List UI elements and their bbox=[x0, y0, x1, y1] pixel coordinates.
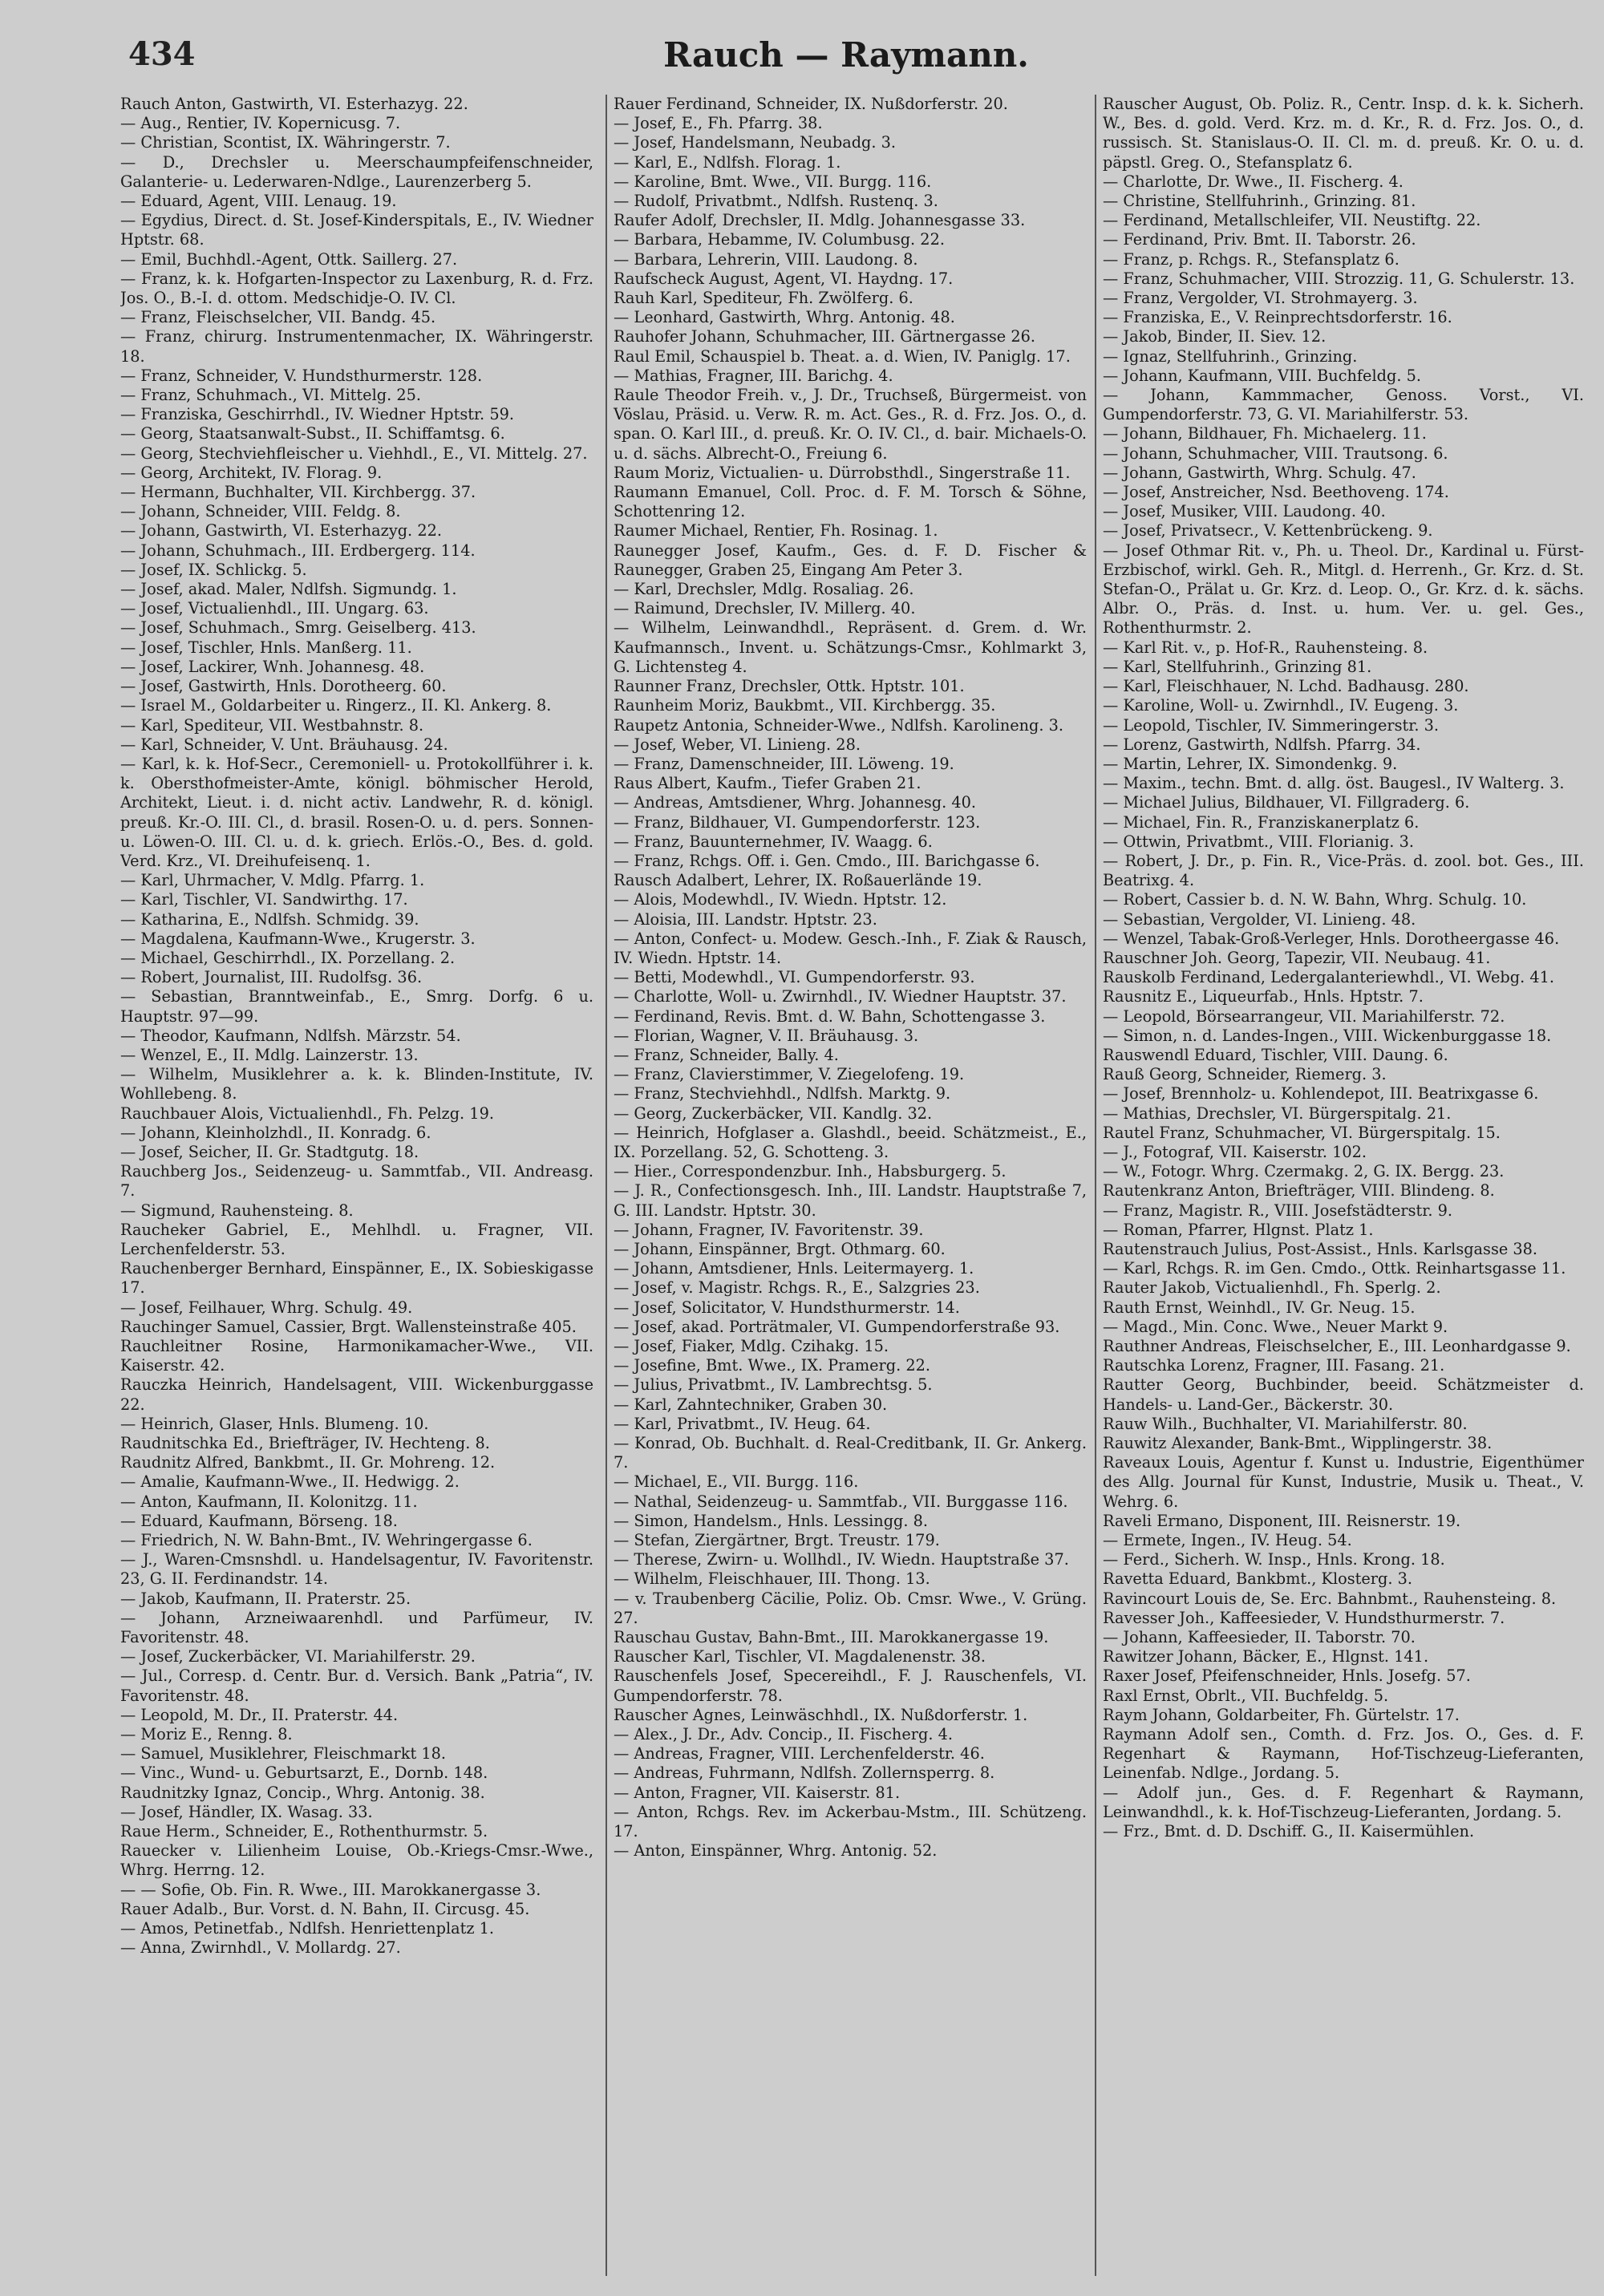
directory-entry: Rauscher Agnes, Leinwäschhdl., IX. Nußdorferstr. 1. bbox=[614, 1705, 1028, 1724]
directory-entry: Rauchinger Samuel, Cassier, Brgt. Wallensteinstraße 405. bbox=[120, 1317, 577, 1336]
directory-entry: — Magd., Min. Conc. Wwe., Neuer Markt 9. bbox=[1103, 1317, 1448, 1336]
directory-entry: — Josef, Solicitator, V. Hundsthurmerstr. 14. bbox=[614, 1298, 960, 1317]
directory-entry: Rauscher Karl, Tischler, VI. Magdalenenstr. 38. bbox=[614, 1647, 986, 1666]
directory-entry: — Emil, Buchhdl.-Agent, Ottk. Saillerg. 27. bbox=[120, 249, 458, 269]
directory-entry: Raupetz Antonia, Schneider-Wwe., Ndlfsh. Karolineng. 3. bbox=[614, 715, 1064, 735]
directory-entry: Rauth Ernst, Weinhdl., IV. Gr. Neug. 15. bbox=[1103, 1298, 1416, 1317]
directory-entry: — Ottwin, Privatbmt., VIII. Florianig. 3. bbox=[1103, 832, 1414, 851]
directory-entry: — Franz, Schuhmach., VI. Mittelg. 25. bbox=[120, 386, 422, 405]
directory-entry: — Wenzel, E., II. Mdlg. Lainzerstr. 13. bbox=[120, 1045, 419, 1064]
directory-entry: — Leopold, Börsearrangeur, VII. Mariahilferstr. 72. bbox=[1103, 1006, 1505, 1026]
directory-entry: — Josef, Fiaker, Mdlg. Czihakg. 15. bbox=[614, 1337, 889, 1355]
directory-entry: — Georg, Staatsanwalt-Subst., II. Schiffamtsg. 6. bbox=[120, 424, 505, 443]
directory-entry: — Johann, Kaffeesieder, II. Taborstr. 70. bbox=[1103, 1628, 1416, 1647]
directory-entry: — Wilhelm, Fleischhauer, III. Thong. 13. bbox=[614, 1569, 930, 1589]
directory-entry: Rauh Karl, Spediteur, Fh. Zwölferg. 6. bbox=[614, 289, 913, 308]
directory-entry: Raule Theodor Freih. v., J. Dr., Truchseß, Bürgermeist. von Vöslau, Präsid. u. Verw. R. m. Act. Ges., R. d. Frz. Jos. O., d. span. O. Karl III., d. preuß. Kr. O. IV. Cl., d. bair. Michaels-O. u. d. sächs. Albrecht-O., Freiung 6. bbox=[614, 386, 1087, 463]
directory-entry: — Karl, Spediteur, VII. Westbahnstr. 8. bbox=[120, 715, 424, 735]
directory-entry: Raunner Franz, Drechsler, Ottk. Hptstr. 101. bbox=[614, 677, 965, 696]
column-3 bbox=[1095, 95, 1584, 2276]
directory-entry: — Karl, Stellfuhrinh., Grinzing 81. bbox=[1103, 657, 1372, 676]
directory-entry: — Johann, Schuhmach., III. Erdbergerg. 114. bbox=[120, 541, 476, 560]
directory-entry: — Aug., Rentier, IV. Kopernicusg. 7. bbox=[120, 114, 401, 133]
directory-entry: — Raimund, Drechsler, IV. Millerg. 40. bbox=[614, 599, 916, 618]
directory-entry: — Georg, Architekt, IV. Florag. 9. bbox=[120, 463, 383, 482]
directory-entry: — Josef, Victualienhdl., III. Ungarg. 63. bbox=[120, 599, 429, 618]
directory-entry: Raveli Ermano, Disponent, III. Reisnerstr. 19. bbox=[1103, 1511, 1461, 1530]
directory-entry: Raum Moriz, Victualien- u. Dürrobsthdl., Singerstraße 11. bbox=[614, 463, 1071, 482]
directory-entry: — Leonhard, Gastwirth, Whrg. Antonig. 48. bbox=[614, 308, 955, 327]
directory-entry: Rauchberg Jos., Seidenzeug- u. Sammtfab., VII. Andreasg. 7. bbox=[120, 1162, 593, 1201]
page-header bbox=[120, 30, 1572, 79]
directory-entry: — Karl, Fleischhauer, N. Lchd. Badhausg. 280. bbox=[1103, 677, 1469, 696]
directory-entry: — Karl, Drechsler, Mdlg. Rosaliag. 26. bbox=[614, 580, 914, 599]
directory-entry: Raunheim Moriz, Baukbmt., VII. Kirchbergg. 35. bbox=[614, 696, 996, 715]
directory-entry: — Karl, E., Ndlfsh. Florag. 1. bbox=[614, 152, 841, 172]
directory-entry: — Franz, Damenschneider, III. Löweng. 19. bbox=[614, 754, 954, 773]
directory-entry: — Sebastian, Branntweinfab., E., Smrg. Dorfg. 6 u. Hauptstr. 97—99. bbox=[120, 987, 593, 1026]
directory-entry: Rauter Jakob, Victualienhdl., Fh. Sperlg. 2. bbox=[1103, 1278, 1441, 1298]
directory-entry: — Anton, Kaufmann, II. Kolonitzg. 11. bbox=[120, 1492, 418, 1511]
directory-entry: — Johann, Kleinholzhdl., II. Konradg. 6. bbox=[120, 1123, 431, 1142]
directory-entry: — Simon, Handelsm., Hnls. Lessingg. 8. bbox=[614, 1511, 929, 1530]
directory-entry: — Karl, Uhrmacher, V. Mdlg. Pfarrg. 1. bbox=[120, 871, 425, 890]
directory-entry: — Michael Julius, Bildhauer, VI. Fillgraderg. 6. bbox=[1103, 793, 1470, 812]
directory-entry: Rauschner Joh. Georg, Tapezir, VII. Neubaug. 41. bbox=[1103, 948, 1491, 967]
directory-entry: — Andreas, Amtsdiener, Whrg. Johannesg. 40. bbox=[614, 793, 977, 812]
directory-entry: — Franz, k. k. Hofgarten-Inspector zu Laxenburg, R. d. Frz. Jos. O., B.-I. d. ottom. Medschidje-O. IV. Cl. bbox=[120, 269, 593, 308]
directory-entry: — Charlotte, Woll- u. Zwirnhdl., IV. Wiedner Hauptstr. 37. bbox=[614, 987, 1067, 1006]
directory-entry: — W., Fotogr. Whrg. Czermakg. 2, G. IX. Bergg. 23. bbox=[1103, 1162, 1505, 1181]
directory-entry: — Eduard, Agent, VIII. Lenaug. 19. bbox=[120, 192, 397, 211]
directory-entry: Rausch Adalbert, Lehrer, IX. Roßauerlände 19. bbox=[614, 871, 982, 890]
directory-entry: — Robert, Cassier b. d. N. W. Bahn, Whrg. Schulg. 10. bbox=[1103, 890, 1527, 909]
directory-entry: — Franz, chirurg. Instrumentenmacher, IX. Währingerstr. 18. bbox=[120, 327, 593, 366]
directory-entry: — Alex., J. Dr., Adv. Concip., II. Fischerg. 4. bbox=[614, 1725, 953, 1744]
directory-entry: — Josef, Brennholz- u. Kohlendepot, III. Beatrixgasse 6. bbox=[1103, 1084, 1539, 1103]
column-2 bbox=[606, 95, 1087, 2276]
directory-entry: — Lorenz, Gastwirth, Ndlfsh. Pfarrg. 34. bbox=[1103, 735, 1421, 754]
directory-entry: — Mathias, Drechsler, VI. Bürgerspitalg. 21. bbox=[1103, 1103, 1452, 1123]
directory-entry: Raudnitz Alfred, Bankbmt., II. Gr. Mohreng. 12. bbox=[120, 1453, 496, 1472]
directory-entry: Raudnitzky Ignaz, Concip., Whrg. Antonig. 38. bbox=[120, 1783, 485, 1802]
directory-entry: Raxl Ernst, Obrlt., VII. Buchfeldg. 5. bbox=[1103, 1686, 1389, 1705]
directory-entry: — Wilhelm, Musiklehrer a. k. k. Blinden-Institute, IV. Wohllebeng. 8. bbox=[120, 1065, 593, 1103]
directory-entry: — Franz, Bauunternehmer, IV. Waagg. 6. bbox=[614, 832, 933, 851]
directory-entry: — Josefine, Bmt. Wwe., IX. Pramerg. 22. bbox=[614, 1356, 931, 1375]
directory-entry: — Christian, Scontist, IX. Währingerstr. 7. bbox=[120, 133, 451, 152]
column-1 bbox=[120, 95, 593, 2276]
directory-entry: Rautschka Lorenz, Fragner, III. Fasang. 21. bbox=[1103, 1356, 1445, 1375]
directory-entry: — Christine, Stellfuhrinh., Grinzing. 81. bbox=[1103, 192, 1416, 211]
directory-entry: — Josef Othmar Rit. v., Ph. u. Theol. Dr., Kardinal u. Fürst-Erzbischof, wirkl. Geh. R., Mitgl. d. Herrenh., Gr. Krz. d. St. Stefan-O., Prälat u. Gr. Krz. d. Leop. O., Gr. Krz. d. k. sächs. Albr. O., Präs. d. Inst. u. hum. Ver. u. gel. Ges., Rothenthurmstr. 2. bbox=[1103, 541, 1584, 638]
directory-entry: — Barbara, Lehrerin, VIII. Laudong. 8. bbox=[614, 249, 918, 269]
directory-entry: — Ferdinand, Metallschleifer, VII. Neustiftg. 22. bbox=[1103, 211, 1481, 230]
directory-entry: — Frz., Bmt. d. D. Dschiff. G., II. Kaisermühlen. bbox=[1103, 1822, 1475, 1841]
directory-entry: Rauer Adalb., Bur. Vorst. d. N. Bahn, II. Circusg. 45. bbox=[120, 1899, 530, 1918]
directory-entry: — Ermete, Ingen., IV. Heug. 54. bbox=[1103, 1531, 1352, 1550]
directory-entry: Raufer Adolf, Drechsler, II. Mdlg. Johannesgasse 33. bbox=[614, 211, 1026, 230]
directory-entry: Rawitzer Johann, Bäcker, E., Hlgnst. 141. bbox=[1103, 1647, 1429, 1666]
directory-entry: Rauschau Gustav, Bahn-Bmt., III. Marokkanergasse 19. bbox=[614, 1628, 1049, 1647]
directory-entry: — Josef, Zuckerbäcker, VI. Mariahilferstr. 29. bbox=[120, 1647, 476, 1666]
directory-entry: Raudnitschka Ed., Briefträger, IV. Hechteng. 8. bbox=[120, 1434, 490, 1453]
directory-entry: — Karoline, Bmt. Wwe., VII. Burgg. 116. bbox=[614, 172, 932, 191]
directory-entry: — Franziska, E., V. Reinprechtsdorferstr. 16. bbox=[1103, 308, 1452, 327]
directory-entry: Rauhofer Johann, Schuhmacher, III. Gärtnergasse 26. bbox=[614, 327, 1036, 346]
directory-entry: — Franz, Magistr. R., VIII. Josefstädterstr. 9. bbox=[1103, 1201, 1453, 1220]
directory-entry: Rautenstrauch Julius, Post-Assist., Hnls. Karlsgasse 38. bbox=[1103, 1239, 1538, 1258]
directory-entry: Rauschenfels Josef, Specereihdl., F. J. Rauschenfels, VI. Gumpendorferstr. 78. bbox=[614, 1666, 1087, 1705]
directory-entry: Raymann Adolf sen., Comth. d. Frz. Jos. O., Ges. d. F. Regenhart & Raymann, Hof-Tischzeug-Lieferanten, Leinenfab. Ndlge., Jordang. 5. bbox=[1103, 1725, 1584, 1783]
directory-entry: Raym Johann, Goldarbeiter, Fh. Gürtelstr. 17. bbox=[1103, 1705, 1460, 1724]
directory-entry: — Johann, Einspänner, Brgt. Othmarg. 60. bbox=[614, 1239, 946, 1258]
directory-entry: — Anton, Fragner, VII. Kaiserstr. 81. bbox=[614, 1783, 901, 1802]
directory-entry: Rautter Georg, Buchbinder, beeid. Schätzmeister d. Handels- u. Land-Ger., Bäckerstr. 30. bbox=[1103, 1375, 1584, 1414]
directory-entry: — — Sofie, Ob. Fin. R. Wwe., III. Marokkanergasse 3. bbox=[120, 1880, 541, 1899]
directory-entry: Rauß Georg, Schneider, Riemerg. 3. bbox=[1103, 1065, 1387, 1084]
directory-entry: Rautenkranz Anton, Briefträger, VIII. Blindeng. 8. bbox=[1103, 1181, 1495, 1201]
directory-entry: — Josef, E., Fh. Pfarrg. 38. bbox=[614, 114, 823, 133]
directory-entry: Raue Herm., Schneider, E., Rothenthurmstr. 5. bbox=[120, 1822, 488, 1841]
directory-entry: Rauscher August, Ob. Poliz. R., Centr. Insp. d. k. k. Sicherh. W., Bes. d. gold. Verd. Krz. m. d. Kr., R. d. Frz. Jos. O., d. russisch. St. Stanislaus-O. II. Cl. m. d. preuß. Kr. O. u. d. päpstl. Greg. O., Stefansplatz 6. bbox=[1103, 95, 1584, 172]
directory-entry: — Andreas, Fragner, VIII. Lerchenfelderstr. 46. bbox=[614, 1744, 985, 1764]
directory-entry: — Karl, Rchgs. R. im Gen. Cmdo., Ottk. Reinhartsgasse 11. bbox=[1103, 1259, 1566, 1278]
directory-entry: — Amalie, Kaufmann-Wwe., II. Hedwigg. 2. bbox=[120, 1472, 460, 1492]
directory-entry: — Franz, Schneider, V. Hundsthurmerstr. 128. bbox=[120, 366, 483, 385]
directory-entry: — Konrad, Ob. Buchhalt. d. Real-Creditbank, II. Gr. Ankerg. 7. bbox=[614, 1434, 1087, 1472]
directory-entry: Raumann Emanuel, Coll. Proc. d. F. M. Torsch & Söhne, Schottenring 12. bbox=[614, 483, 1087, 521]
directory-entry: — Betti, Modewhdl., VI. Gumpendorferstr. 93. bbox=[614, 968, 975, 987]
directory-entry: — Rudolf, Privatbmt., Ndlfsh. Rustenq. 3. bbox=[614, 192, 938, 211]
directory-entry: — D., Drechsler u. Meerschaumpfeifenschneider, Galanterie- u. Lederwaren-Ndlge., Laurenzerberg 5. bbox=[120, 152, 593, 191]
directory-entry: — Josef, v. Magistr. Rchgs. R., E., Salzgries 23. bbox=[614, 1278, 980, 1298]
directory-entry: — Robert, Journalist, III. Rudolfsg. 36. bbox=[120, 968, 423, 987]
directory-entry: — Ignaz, Stellfuhrinh., Grinzing. bbox=[1103, 346, 1358, 366]
directory-entry: — Egydius, Direct. d. St. Josef-Kinderspitals, E., IV. Wiedner Hptstr. 68. bbox=[120, 211, 593, 249]
directory-entry: — Heinrich, Hofglaser a. Glashdl., beeid. Schätzmeist., E., IX. Porzellang. 52, G. Schotteng. 3. bbox=[614, 1123, 1087, 1161]
directory-entry: — Franziska, Geschirrhdl., IV. Wiedner Hptstr. 59. bbox=[120, 405, 514, 424]
directory-entry: — Josef, Weber, VI. Linieng. 28. bbox=[614, 735, 861, 754]
directory-entry: Rauw Wilh., Buchhalter, VI. Mariahilferstr. 80. bbox=[1103, 1414, 1468, 1433]
directory-entry: — Therese, Zwirn- u. Wollhdl., IV. Wiedn. Hauptstraße 37. bbox=[614, 1550, 1069, 1569]
directory-entry: Ravincourt Louis de, Se. Erc. Bahnbmt., Rauhensteing. 8. bbox=[1103, 1589, 1557, 1608]
directory-entry: — Franz, Clavierstimmer, V. Ziegelofeng. 19. bbox=[614, 1065, 965, 1084]
directory-entry: — Eduard, Kaufmann, Börseng. 18. bbox=[120, 1511, 398, 1530]
directory-entry: — Josef, Privatsecr., V. Kettenbrückeng. 9. bbox=[1103, 521, 1433, 541]
directory-entry: — Heinrich, Glaser, Hnls. Blumeng. 10. bbox=[120, 1414, 429, 1433]
directory-entry: — Josef, Lackirer, Wnh. Johannesg. 48. bbox=[120, 657, 425, 676]
directory-entry: — Franz, Stechviehhdl., Ndlfsh. Marktg. 9. bbox=[614, 1084, 951, 1103]
directory-entry: Rauchleitner Rosine, Harmonikamacher-Wwe., VII. Kaiserstr. 42. bbox=[120, 1337, 593, 1375]
directory-entry: — Jul., Corresp. d. Centr. Bur. d. Versich. Bank „Patria“, IV. Favoritenstr. 48. bbox=[120, 1666, 593, 1705]
directory-entry: Raxer Josef, Pfeifenschneider, Hnls. Josefg. 57. bbox=[1103, 1666, 1471, 1686]
directory-entry: — Simon, n. d. Landes-Ingen., VIII. Wickenburggasse 18. bbox=[1103, 1026, 1552, 1045]
directory-entry: — Karoline, Woll- u. Zwirnhdl., IV. Eugeng. 3. bbox=[1103, 696, 1459, 715]
directory-entry: — Leopold, Tischler, IV. Simmeringerstr. 3. bbox=[1103, 715, 1439, 735]
directory-entry: Rausnitz E., Liqueurfab., Hnls. Hptstr. 7. bbox=[1103, 987, 1424, 1006]
directory-entry: — Aloisia, III. Landstr. Hptstr. 23. bbox=[614, 909, 877, 929]
directory-entry: — Martin, Lehrer, IX. Simondenkg. 9. bbox=[1103, 754, 1398, 773]
directory-entry: — Johann, Schuhmacher, VIII. Trautsong. 6. bbox=[1103, 443, 1448, 463]
directory-entry: — J., Fotograf, VII. Kaiserstr. 102. bbox=[1103, 1142, 1367, 1161]
directory-entry: — Josef, akad. Maler, Ndlfsh. Sigmundg. 1. bbox=[120, 580, 457, 599]
directory-entry: — Karl, Schneider, V. Unt. Bräuhausg. 24. bbox=[120, 735, 448, 754]
directory-entry: — Stefan, Ziergärtner, Brgt. Treustr. 179. bbox=[614, 1531, 940, 1550]
directory-entry: — Amos, Petinetfab., Ndlfsh. Henriettenplatz 1. bbox=[120, 1919, 495, 1938]
directory-entry: — Josef, akad. Porträtmaler, VI. Gumpendorferstraße 93. bbox=[614, 1317, 1060, 1336]
directory-entry: — Ferd., Sicherh. W. Insp., Hnls. Krong. 18. bbox=[1103, 1550, 1445, 1569]
directory-entry: — Johann, Arzneiwaarenhdl. und Parfümeur, IV. Favoritenstr. 48. bbox=[120, 1608, 593, 1647]
directory-entry: — Georg, Stechviehfleischer u. Viehhdl., E., VI. Mittelg. 27. bbox=[120, 443, 588, 463]
directory-entry: — Maxim., techn. Bmt. d. allg. öst. Baugesl., IV Walterg. 3. bbox=[1103, 774, 1565, 793]
directory-entry: Raveaux Louis, Agentur f. Kunst u. Industrie, Eigenthümer des Allg. Journal für Kunst, Industrie, Musik u. Theat., V. Wehrg. 6. bbox=[1103, 1453, 1584, 1511]
directory-entry: — J. R., Confectionsgesch. Inh., III. Landstr. Hauptstraße 7, G. III. Landstr. Hptstr. 30. bbox=[614, 1181, 1087, 1220]
directory-entry: Raumer Michael, Rentier, Fh. Rosinag. 1. bbox=[614, 521, 938, 541]
directory-entry: Rauch Anton, Gastwirth, VI. Esterhazyg. 22. bbox=[120, 95, 468, 113]
directory-entry: Rauchenberger Bernhard, Einspänner, E., IX. Sobieskigasse 17. bbox=[120, 1259, 593, 1298]
directory-entry: — Johann, Gastwirth, VI. Esterhazyg. 22. bbox=[120, 521, 442, 541]
directory-entry: — Roman, Pfarrer, Hlgnst. Platz 1. bbox=[1103, 1220, 1374, 1239]
directory-entry: — Johann, Gastwirth, Whrg. Schulg. 47. bbox=[1103, 463, 1416, 482]
directory-entry: — Johann, Bildhauer, Fh. Michaelerg. 11. bbox=[1103, 424, 1427, 443]
directory-entry: Raufscheck August, Agent, VI. Haydng. 17. bbox=[614, 269, 954, 288]
directory-entry: — Josef, Feilhauer, Whrg. Schulg. 49. bbox=[120, 1298, 413, 1317]
directory-entry: — Vinc., Wund- u. Geburtsarzt, E., Dornb. 148. bbox=[120, 1764, 488, 1783]
directory-entry: — Johann, Kaufmann, VIII. Buchfeldg. 5. bbox=[1103, 366, 1421, 385]
directory-entry: — Karl, Zahntechniker, Graben 30. bbox=[614, 1395, 888, 1414]
directory-entry: Ravesser Joh., Kaffeesieder, V. Hundsthurmerstr. 7. bbox=[1103, 1608, 1505, 1627]
directory-entry: — Johann, Amtsdiener, Hnls. Leitermayerg. 1. bbox=[614, 1259, 974, 1278]
directory-entry: Raunegger Josef, Kaufm., Ges. d. F. D. Fischer & Raunegger, Graben 25, Eingang Am Peter 3. bbox=[614, 541, 1087, 579]
directory-entry: — Charlotte, Dr. Wwe., II. Fischerg. 4. bbox=[1103, 172, 1404, 191]
directory-entry: Rauchbauer Alois, Victualienhdl., Fh. Pelzg. 19. bbox=[120, 1103, 494, 1123]
directory-entry: — Franz, Bildhauer, VI. Gumpendorferstr. 123. bbox=[614, 812, 981, 832]
directory-entry: Rauwitz Alexander, Bank-Bmt., Wipplingerstr. 38. bbox=[1103, 1434, 1493, 1453]
directory-entry: Rauthner Andreas, Fleischselcher, E., III. Leonhardgasse 9. bbox=[1103, 1337, 1571, 1355]
directory-entry: — Michael, Geschirrhdl., IX. Porzellang. 2. bbox=[120, 948, 456, 967]
directory-entry: — Georg, Zuckerbäcker, VII. Kandlg. 32. bbox=[614, 1103, 933, 1123]
directory-entry: — v. Traubenberg Cäcilie, Poliz. Ob. Cmsr. Wwe., V. Grüng. 27. bbox=[614, 1589, 1087, 1627]
directory-entry: — Robert, J. Dr., p. Fin. R., Vice-Präs. d. zool. bot. Ges., III. Beatrixg. 4. bbox=[1103, 851, 1584, 890]
directory-entry: — Karl, Tischler, VI. Sandwirthg. 17. bbox=[120, 890, 408, 909]
directory-entry: — Julius, Privatbmt., IV. Lambrechtsg. 5. bbox=[614, 1375, 933, 1395]
directory-entry: — Johann, Schneider, VIII. Feldg. 8. bbox=[120, 502, 401, 521]
directory-entry: — Josef, Musiker, VIII. Laudong. 40. bbox=[1103, 502, 1386, 521]
directory-entry: — Nathal, Seidenzeug- u. Sammtfab., VII. Burggasse 116. bbox=[614, 1492, 1068, 1511]
directory-entry: — Barbara, Hebamme, IV. Columbusg. 22. bbox=[614, 230, 945, 249]
directory-entry: Raul Emil, Schauspiel b. Theat. a. d. Wien, IV. Paniglg. 17. bbox=[614, 346, 1071, 366]
running-title: Rauch — Raymann. bbox=[663, 35, 1029, 75]
directory-entry: — Leopold, M. Dr., II. Praterstr. 44. bbox=[120, 1705, 399, 1724]
directory-entry: — Josef, Handelsmann, Neubadg. 3. bbox=[614, 133, 897, 152]
directory-entry: — Hier., Correspondenzbur. Inh., Habsburgerg. 5. bbox=[614, 1162, 1007, 1181]
directory-entry: Rauecker v. Lilienheim Louise, Ob.-Kriegs-Cmsr.-Wwe., Whrg. Herrng. 12. bbox=[120, 1841, 593, 1880]
directory-entry: — Franz, Vergolder, VI. Strohmayerg. 3. bbox=[1103, 289, 1418, 308]
directory-entry: — Johann, Kammmacher, Genoss. Vorst., VI. Gumpendorferstr. 73, G. VI. Mariahilferstr. 53. bbox=[1103, 386, 1584, 424]
directory-entry: — Sebastian, Vergolder, VI. Linieng. 48. bbox=[1103, 909, 1416, 929]
directory-entry: — Moriz E., Renng. 8. bbox=[120, 1725, 293, 1744]
directory-entry: — Josef, Händler, IX. Wasag. 33. bbox=[120, 1802, 373, 1821]
directory-entry: — J., Waren-Cmsnshdl. u. Handelsagentur, IV. Favoritenstr. 23, G. II. Ferdinandstr. 14. bbox=[120, 1550, 593, 1589]
directory-entry: Raus Albert, Kaufm., Tiefer Graben 21. bbox=[614, 774, 921, 793]
directory-entry: — Florian, Wagner, V. II. Bräuhausg. 3. bbox=[614, 1026, 919, 1045]
directory-entry: — Anna, Zwirnhdl., V. Mollardg. 27. bbox=[120, 1938, 401, 1958]
directory-entry: — Ferdinand, Revis. Bmt. d. W. Bahn, Schottengasse 3. bbox=[614, 1006, 1046, 1026]
directory-entry: — Israel M., Goldarbeiter u. Ringerz., II. Kl. Ankerg. 8. bbox=[120, 696, 552, 715]
directory-entry: — Jakob, Binder, II. Siev. 12. bbox=[1103, 327, 1327, 346]
directory-entry: — Magdalena, Kaufmann-Wwe., Krugerstr. 3. bbox=[120, 929, 476, 948]
directory-entry: — Samuel, Musiklehrer, Fleischmarkt 18. bbox=[120, 1744, 446, 1764]
directory-entry: — Josef, Tischler, Hnls. Manßerg. 11. bbox=[120, 638, 412, 657]
directory-entry: — Katharina, E., Ndlfsh. Schmidg. 39. bbox=[120, 909, 419, 929]
directory-entry: — Franz, Rchgs. Off. i. Gen. Cmdo., III. Barichgasse 6. bbox=[614, 851, 1040, 870]
directory-entry: — Karl, Privatbmt., IV. Heug. 64. bbox=[614, 1414, 871, 1433]
directory-entry: Rauer Ferdinand, Schneider, IX. Nußdorferstr. 20. bbox=[614, 95, 1008, 113]
directory-entry: — Franz, Fleischselcher, VII. Bandg. 45. bbox=[120, 308, 436, 327]
directory-entry: — Alois, Modewhdl., IV. Wiedn. Hptstr. 12. bbox=[614, 890, 947, 909]
directory-entry: — Andreas, Fuhrmann, Ndlfsh. Zollernsperrg. 8. bbox=[614, 1764, 995, 1783]
directory-entry: — Theodor, Kaufmann, Ndlfsh. Märzstr. 54. bbox=[120, 1026, 461, 1045]
directory-entry: — Anton, Confect- u. Modew. Gesch.-Inh., F. Ziak & Rausch, IV. Wiedn. Hptstr. 14. bbox=[614, 929, 1087, 967]
directory-entry: — Hermann, Buchhalter, VII. Kirchbergg. 37. bbox=[120, 483, 476, 502]
directory-entry: — Josef, Schuhmach., Smrg. Geiselberg. 413. bbox=[120, 618, 476, 638]
directory-entry: — Mathias, Fragner, III. Barichg. 4. bbox=[614, 366, 893, 385]
directory-entry: — Josef, Gastwirth, Hnls. Dorotheerg. 60. bbox=[120, 677, 447, 696]
directory-entry: — Anton, Einspänner, Whrg. Antonig. 52. bbox=[614, 1841, 938, 1861]
directory-entry: — Johann, Fragner, IV. Favoritenstr. 39. bbox=[614, 1220, 924, 1239]
directory-entry: Rauskolb Ferdinand, Ledergalanteriewhdl., VI. Webg. 41. bbox=[1103, 968, 1555, 987]
directory-entry: — Anton, Rchgs. Rev. im Ackerbau-Mstm., III. Schützeng. 17. bbox=[614, 1802, 1087, 1841]
directory-entry: — Franz, Schneider, Bally. 4. bbox=[614, 1045, 839, 1064]
directory-entry: — Franz, p. Rchgs. R., Stefansplatz 6. bbox=[1103, 249, 1399, 269]
page-number: 434 bbox=[128, 35, 196, 73]
directory-entry: Raucheker Gabriel, E., Mehlhdl. u. Fragner, VII. Lerchenfelderstr. 53. bbox=[120, 1220, 593, 1258]
directory-entry: Rauczka Heinrich, Handelsagent, VIII. Wickenburggasse 22. bbox=[120, 1375, 593, 1414]
directory-entry: — Michael, Fin. R., Franziskanerplatz 6. bbox=[1103, 812, 1420, 832]
directory-entry: — Josef, IX. Schlickg. 5. bbox=[120, 560, 307, 579]
directory-entry: Rautel Franz, Schuhmacher, VI. Bürgerspitalg. 15. bbox=[1103, 1123, 1501, 1142]
directory-entry: — Ferdinand, Priv. Bmt. II. Taborstr. 26. bbox=[1103, 230, 1416, 249]
directory-entry: — Wilhelm, Leinwandhdl., Repräsent. d. Grem. d. Wr. Kaufmannsch., Invent. u. Schätzungs-Cmsr., Kohlmarkt 3, G. Lichtensteg 4. bbox=[614, 618, 1087, 676]
directory-entry: — Friedrich, N. W. Bahn-Bmt., IV. Wehringergasse 6. bbox=[120, 1531, 533, 1550]
directory-entry: Rauswendl Eduard, Tischler, VIII. Daung. 6. bbox=[1103, 1045, 1448, 1064]
directory-entry: — Adolf jun., Ges. d. F. Regenhart & Raymann, Leinwandhdl., k. k. Hof-Tischzeug-Lieferanten, Jordang. 5. bbox=[1103, 1783, 1584, 1821]
directory-entry: — Franz, Schuhmacher, VIII. Strozzig. 11, G. Schulerstr. 13. bbox=[1103, 269, 1575, 288]
directory-entry: — Jakob, Kaufmann, II. Praterstr. 25. bbox=[120, 1589, 411, 1608]
directory-entry: — Sigmund, Rauhensteing. 8. bbox=[120, 1201, 354, 1220]
directory-entry: — Wenzel, Tabak-Groß-Verleger, Hnls. Dorotheergasse 46. bbox=[1103, 929, 1560, 948]
directory-entry: — Josef, Seicher, II. Gr. Stadtgutg. 18. bbox=[120, 1142, 419, 1161]
directory-columns bbox=[120, 95, 1584, 2276]
directory-entry: — Karl Rit. v., p. Hof-R., Rauhensteing. 8. bbox=[1103, 638, 1428, 657]
directory-entry: — Karl, k. k. Hof-Secr., Ceremoniell- u. Protokollführer i. k. k. Obersthofmeister-Amte, königl. böhmischer Herold, Architekt, Lieut. i. d. nicht activ. Landwehr, R. d. königl. preuß. Kr.-O. III. Cl., d. brasil. Rosen-O. u. d. pers. Sonnen- u. Löwen-O. III. Cl. u. d. k. griech. Erlös.-O., Bes. d. gold. Verd. Krz., VI. Dreihufeisenq. 1. bbox=[120, 754, 593, 870]
directory-entry: — Michael, E., VII. Burgg. 116. bbox=[614, 1472, 859, 1492]
directory-entry: — Josef, Anstreicher, Nsd. Beethoveng. 174. bbox=[1103, 483, 1449, 502]
directory-entry: Ravetta Eduard, Bankbmt., Klosterg. 3. bbox=[1103, 1569, 1413, 1589]
